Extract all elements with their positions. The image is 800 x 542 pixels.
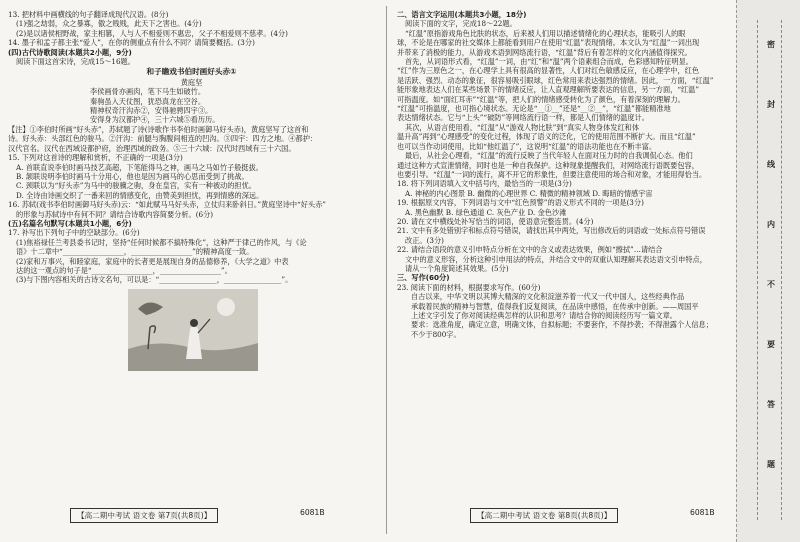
poem-note: 【注】①李伯时所画“好头赤”，苏轼题了诗(诗歌作书李伯时画御马好头赤)，黄庭坚写了这首和 <box>8 124 309 134</box>
passage-line: 温升高”再到“心理感受”的变化过程，体现了语义的泛化，它的使用范围不断扩大。而且“红温” <box>397 132 696 142</box>
passage-line: 首先，从词语形式看，“红温”一词，由“红”和“温”两个语素组合而成，色彩感知特征明显。 <box>405 57 693 67</box>
footer-left-label: 【高二期中考试 语文卷 第7页(共8页)】 <box>70 508 218 523</box>
q17-3: (3)与下图内容相关的古诗文名句，可以是：“________________，________________”。 <box>16 275 293 285</box>
seal-line <box>781 20 783 520</box>
poem-line: 李侯画骨亦画肉，笔下马生如破竹。 <box>90 87 206 97</box>
q18: 18. 将下列词语填入文中括号内，最恰当的一项是(3分) <box>397 179 572 189</box>
q21: 21. 文中有多处错别字和标点符号错误，请找出其中两处，写出修改后的词语或一处标点符号错误 <box>397 226 706 236</box>
ink-painting-image <box>128 289 258 371</box>
poetry-intro: 阅读下面这首宋诗，完成15～16题。 <box>16 57 135 67</box>
section-writing: 三、写作(60分) <box>397 273 450 283</box>
binding-strip <box>736 0 800 542</box>
q22: 22. 请结合语段的意义引申特点分析在文中的含义或表达效果，例如“擦拭”…请结合 <box>397 245 663 255</box>
seal-char: 封 <box>767 100 775 109</box>
seal-char: 答 <box>767 400 775 409</box>
poem-line: 精神权奇汗沟赤②，安得驰骋四宇③。 <box>90 106 213 116</box>
section-language: 二、语言文字运用(本题共3小题，18分) <box>397 10 527 19</box>
q21-cont: 改正。(3分) <box>405 235 444 245</box>
section-poetry: (四)古代诗歌阅读(本题共2小题，9分) <box>8 47 132 57</box>
q13: 13. 把材料中画横线的句子翻译成现代汉语。(8分) <box>8 10 169 19</box>
column-divider <box>386 6 387 534</box>
language-intro: 阅读下面的文字，完成18～22题。 <box>405 19 517 29</box>
footer-right <box>470 508 618 523</box>
material-line: 承载着民族的精神与智慧，值得我们反复阅读，在品读中感悟，在传承中创新。——周国平 <box>411 301 699 311</box>
seal-line <box>757 20 759 520</box>
poem-note: 诗。好头赤：头部红色的骏马。②汗沟：前腿与胸腹间相连的凹沟。③四宇：四方之地。④都护： <box>8 134 318 144</box>
passage-line: “红”作为三原色之一，在心理学上具有很高的显著性，人们对红色敏感反应，在心理学中，红色 <box>397 66 700 76</box>
q15-option: B. 颔联说明李伯时画马十分用心，他也是因为画马的心思而受到了挑战。 <box>16 171 249 181</box>
material-line: 要求：选准角度，确定立意，明确文体，自拟标题；不要套作，不得抄袭；不得泄露个人信息； <box>411 320 713 330</box>
passage-line: 是活跃、强烈、动态的象征，很容易吸引眼球，红色常用来表达强烈的情绪。因此，一方面，“红温” <box>397 75 714 85</box>
material-line: 上述文字引发了你对阅读经典怎样的认识和思考？请结合你的阅读经历写一篇文章。 <box>411 311 677 320</box>
seal-char: 要 <box>767 340 775 349</box>
footer-left-code: 6081B <box>300 508 325 517</box>
passage-line: 也要引导。“红温”一词的流行，离不开它的形象性，但要注意使用的场合和对象，才能用得恰当。 <box>397 169 707 179</box>
right-column <box>397 10 727 339</box>
q19-options: A. 黑色幽默 B. 绿色通道 C. 灰色产业 D. 金色沙滩 <box>405 207 567 217</box>
passage-line: 最后，从社会心理看，“红温”的流行反映了当代年轻人在面对压力时的自我调侃心态。他们 <box>405 151 693 161</box>
footer-right-code: 6081B <box>690 508 715 517</box>
q13-1: (1)强之劫弱，众之暴寡，傲之贱贱，此天下之害也。(4分) <box>16 19 202 29</box>
poem-line: 秦驹虽入天仗图，犹恐真龙在空谷。 <box>90 96 206 106</box>
passage-line: 球，不论是在哪家的社交媒体上都能看到用户在使用“红温”表现情绪。本文认为“红温”一词出现 <box>397 38 700 48</box>
passage-line: 通过这种方式宣泄情绪，同时也是一种自我保护。这种现象提醒我们，对网络流行语既要包容， <box>397 160 699 170</box>
material-line: 自古以来，中华文明以其博大精深的文化积淀滋养着一代又一代中国人，这些经典作品 <box>411 292 685 302</box>
q19: 19. 根据原文内容，下列词语与文中“红色预警”的语义形式不同的一项是(3分) <box>397 198 644 208</box>
poem-line: 安得身为汉都护④，三十六城⑤看历历。 <box>90 115 220 125</box>
seal-char: 密 <box>767 40 775 49</box>
q22-cont: 文中的意义形容，分析这种引申用法的特点，并结合文中的双重认知理解其表达语文引申特点， <box>405 254 707 264</box>
poem-author: 黄庭坚 <box>180 77 203 87</box>
q15: 15. 下列对这首诗的理解和赏析，不正确的一项是(3分) <box>8 153 183 163</box>
passage-line: 也可以当作动词使用，比如“他红温了”，这说明“红温”的语法功能也在不断丰富。 <box>397 141 657 151</box>
q18-options: A. 神秘的内心图景 B. 幽微的心理世界 C. 精微的精神领域 D. 晦暗的情感宇宙 <box>405 188 653 198</box>
footer-left <box>70 508 218 523</box>
q17-2: (2)家和万事兴，和睦家庭，家庭中的长者更是展现自身的品德修养，《大学之道》中表 <box>16 256 289 266</box>
poem-title: 和子瞻戏书伯时画好头赤① <box>146 67 237 77</box>
material-line: 不少于800字。 <box>411 329 461 339</box>
q17-2-blank: 达的这一观点的句子是“_________________，_________________”。 <box>16 265 232 275</box>
q22-cont: 请从一个角度简述其效果。(5分) <box>405 263 509 273</box>
seal-char: 线 <box>767 160 775 169</box>
passage-line: 并带来了消极的能力，从游戏术语到网络流行语，“红温”背后有着怎样的文化内涵值得探究。 <box>397 47 692 57</box>
passage-line: 可指温度。如“面红耳赤”“红温”等，把人们的情绪感受转化为了颜色，有着深刻的理解力。 <box>397 94 685 104</box>
passage-line: 能形象地表达人们在某些场景下的情绪反应，让人直观理解所要表达的信息，另一方面，“红温” <box>397 85 700 95</box>
q17: 17. 补写出下列句子中的空缺部分。(6分) <box>8 228 140 238</box>
q17-1-blank: 语》十二章中“_________________，_________________”的精神高度一致。 <box>16 247 254 257</box>
footer-right-label: 【高二期中考试 语文卷 第8页(共8页)】 <box>470 508 618 523</box>
q23: 23. 阅读下面的材料，根据要求写作。(60分) <box>397 282 541 292</box>
seal-char: 不 <box>767 280 775 289</box>
seal-char: 内 <box>767 220 775 229</box>
q15-option: C. 颈联以为“好头赤”为马中的骏骥之驹，身在皇宫，实有一种被动的担忧。 <box>16 181 256 191</box>
passage-line: “红温”原指游戏角色比肤的状态，后来被人们用以描述情绪化的心理状态，能吸引人的眼 <box>405 28 686 38</box>
q15-option: D. 全诗由诗画交织了一番来回的情感变化，由赞美到担忧，再到情感的深远。 <box>16 190 264 200</box>
seal-char: 题 <box>767 460 775 469</box>
left-column <box>8 10 375 371</box>
poem-note: 汉代官名。汉代在西域设都护府，治理西域的政务。⑤三十六城：汉代时西域有三十六国。 <box>8 143 296 153</box>
q16-cont: 的形象与苏轼诗中有何不同？请结合诗歌内容简要分析。(6分) <box>16 209 214 219</box>
q20: 20. 请在文中横线处补写恰当的词语，使语意完整连贯。(4分) <box>397 216 594 226</box>
q15-option: A. 首联直说李伯时画马技艺高超，下笔能得马之神，画马之马如竹子般挺拔。 <box>16 162 263 172</box>
scholar-painting-icon <box>128 289 258 371</box>
q14: 14. 墨子和孟子都主张“爱人”，在你的侧重点有什么不同？请简要概括。(3分) <box>8 38 255 48</box>
passage-line: 其次，从语言使用看，“红温”从“游戏人物比肤”到“真实人物身体发红和体 <box>405 122 640 132</box>
q17-1: (1)焦裕禄任兰考县委书记时，坚持“任何时候都不搞特殊化”，这种严于律己的作风，与《论 <box>16 237 307 247</box>
passage-line: “红温”可指温度，也可指心境状态。无论是“__①__”还是“__②__”，“红温”都能精准地 <box>397 104 671 114</box>
section-memorize: (五)名篇名句默写(本题共1小题，6分) <box>8 218 132 228</box>
q16: 16. 苏轼(戏书李伯时画御马好头赤)云：“如此赋马马好头赤，立仗归来卧斜日。”黄庭坚诗中“好头赤” <box>8 200 326 210</box>
q13-2: (2)是以诸侯相野战，家主相篡，人与人不相爱则不惠忠，父子不相爱则不慈孝。(4分) <box>16 28 288 38</box>
passage-line: 表达情绪状态。它与“上头”“破防”等网络流行语一样，都是人们情绪的温度计。 <box>397 113 649 123</box>
